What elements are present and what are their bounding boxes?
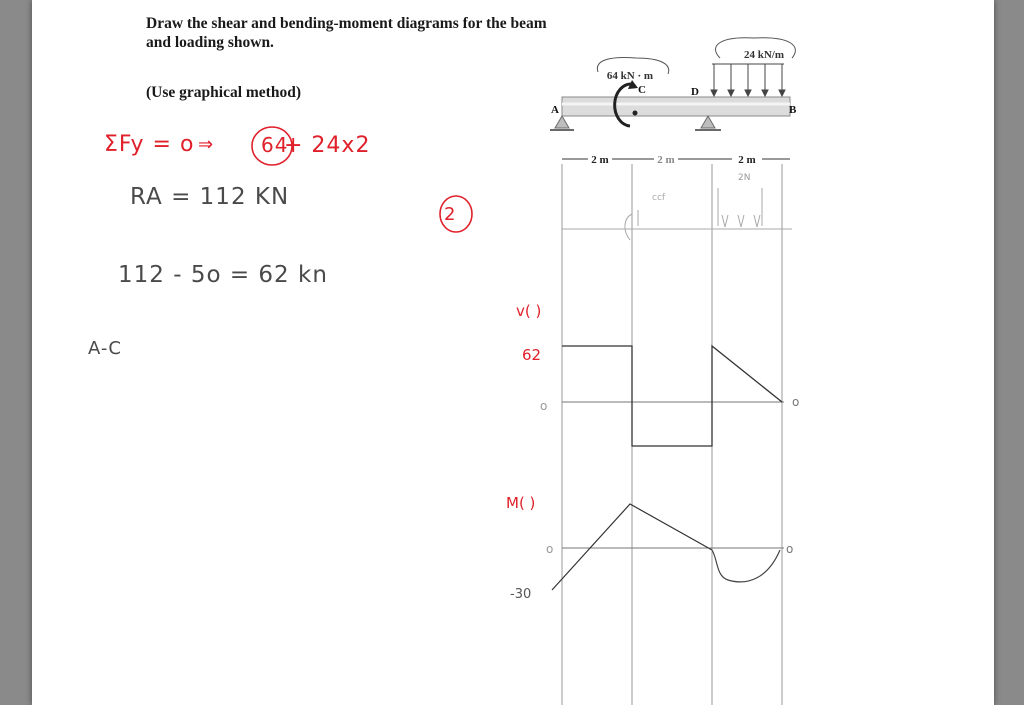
problem-line-2: and loading shown. (146, 34, 274, 51)
point-d-label: D (691, 86, 699, 98)
moment-load-label: 64 kN · m (606, 70, 654, 82)
shear-diagram (516, 302, 799, 446)
remainder-eq: 112 - 5o = 62 kn (118, 262, 328, 288)
station-guidelines (562, 164, 782, 705)
distributed-load-label: 24 kN/m (743, 49, 785, 61)
circled-number: 2 (444, 204, 457, 225)
span-3-label: 2 m (738, 154, 756, 166)
moment-curve-db (712, 550, 780, 582)
support-a (555, 116, 569, 128)
beam-body (562, 97, 790, 116)
problem-line-1: Draw the shear and bending-moment diagrams for the beam (146, 15, 547, 32)
implies-arrow: ⇒ (198, 134, 215, 155)
number-circle (440, 196, 472, 232)
support-d (701, 116, 715, 128)
faint-note-1: 2N (738, 173, 751, 183)
plus-term: + 24x2 (284, 133, 371, 158)
shear-label: v( ) (516, 302, 542, 320)
point-c-dot (633, 111, 638, 116)
moment-bottom-value: -30 (510, 587, 532, 602)
shear-top-value: 62 (522, 346, 542, 364)
moment-diagram (506, 494, 793, 602)
span-2-label: 2 m (657, 154, 675, 166)
value-circle (252, 127, 292, 165)
faint-note-2: ccf (652, 193, 666, 203)
point-a-label: A (551, 104, 559, 116)
span-1-label: 2 m (591, 154, 609, 166)
circled-value: 64 (261, 133, 289, 157)
beam-diagrams (32, 0, 994, 705)
shear-zero-right: o (792, 395, 800, 409)
point-b-label: B (789, 104, 797, 116)
beam-figure (550, 38, 797, 203)
moment-zero-right: o (786, 542, 794, 556)
moment-label: M( ) (506, 494, 536, 512)
document-page (32, 0, 994, 705)
segment-label: A-C (88, 338, 122, 359)
moment-zero-left: o (546, 542, 554, 556)
shear-curve (562, 346, 782, 446)
reaction-ra: RA = 112 KN (130, 184, 290, 210)
sum-forces-eq: ΣFy = o (104, 132, 195, 157)
point-c-label: C (638, 84, 646, 96)
shear-zero-left: o (540, 399, 548, 413)
method-note: (Use graphical method) (146, 84, 301, 101)
